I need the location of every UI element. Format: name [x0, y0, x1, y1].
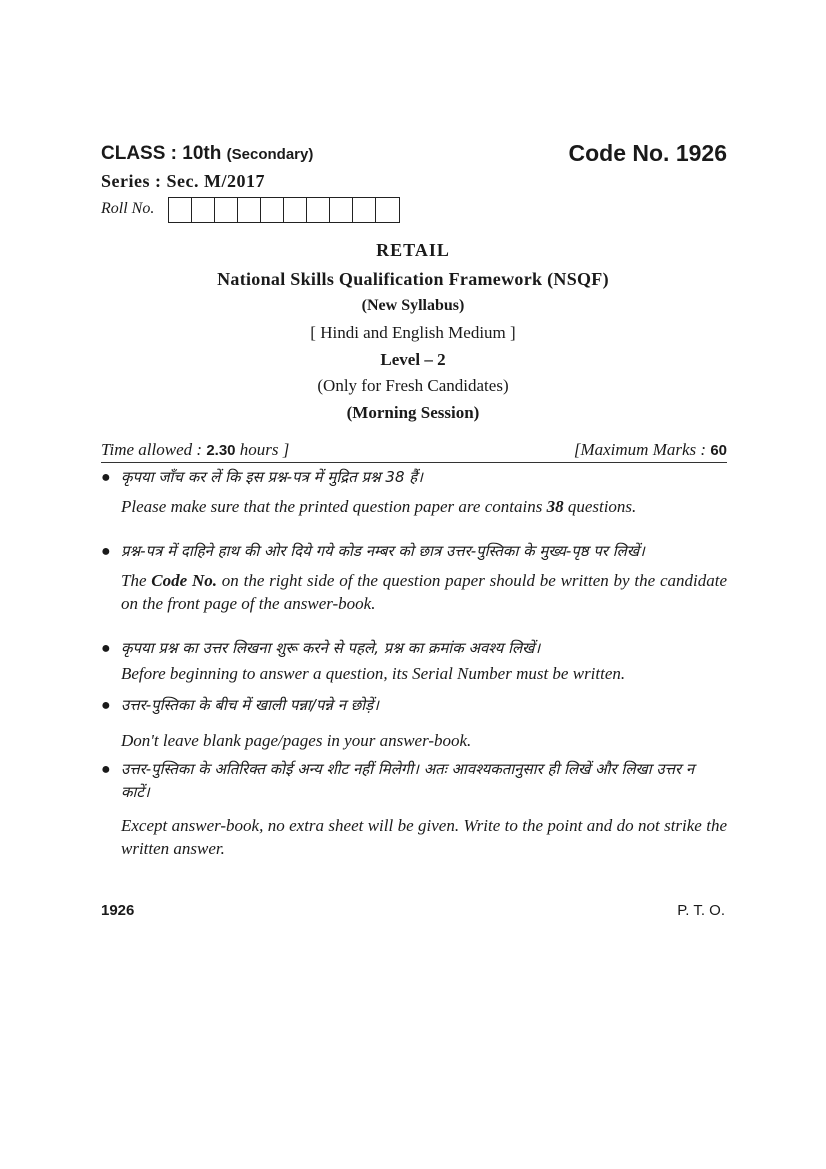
roll-box[interactable]: [330, 198, 353, 222]
instruction-item: [101, 758, 727, 860]
instruction-item: [101, 540, 727, 615]
roll-box[interactable]: [376, 198, 399, 222]
level-label: Level – 2: [380, 350, 446, 369]
roll-box[interactable]: [261, 198, 284, 222]
instruction-hindi: उत्तर-पुस्तिका के बीच में खाली पन्ना/पन्ने न छोड़ें।: [121, 696, 379, 714]
instruction-english: Except answer-book, no extra sheet will be given. Write to the point and do not strike the written answer.: [121, 816, 727, 858]
subject-title: RETAIL: [376, 240, 450, 260]
instruction-hindi: उत्तर-पुस्तिका के अतिरिक्त कोई अन्य शीट नहीं मिलेगी। अतः आवश्यकतानुसार ही लिखें और लिखा उत्तर न काटें।: [121, 760, 695, 801]
roll-number-boxes[interactable]: [168, 197, 400, 223]
instruction-english: Don't leave blank page/pages in your answer-book.: [121, 731, 472, 750]
footer-code: 1926: [101, 902, 135, 919]
instruction-english: The Code No. on the right side of the question paper should be written by the candidate on the front page of the answer-book.: [121, 571, 727, 613]
instruction-english: Please make sure that the printed question paper are contains 38 questions.: [121, 497, 637, 516]
bullet-icon: ●: [101, 469, 111, 486]
time-allowed: Time allowed : 2.30 hours ]: [101, 440, 290, 459]
instruction-hindi: प्रश्न-पत्र में दाहिने हाथ की ओर दिये गये कोड नम्बर को छात्र उत्तर-पुस्तिका के मुख्य-पृष्ठ पर लिखें।: [121, 542, 645, 560]
roll-number-label: Roll No.: [101, 200, 155, 217]
instruction-item: [101, 466, 727, 518]
medium-label: [ Hindi and English Medium ]: [310, 323, 516, 342]
time-value: 2.30: [206, 442, 236, 459]
class-sub: (Secondary): [226, 146, 314, 163]
syllabus-label: (New Syllabus): [361, 297, 465, 314]
instruction-hindi: कृपया जाँच कर लें कि इस प्रश्न-पत्र में मुद्रित प्रश्न 38 हैं।: [121, 468, 423, 486]
candidates-label: (Only for Fresh Candidates): [317, 376, 509, 395]
session-label: (Morning Session): [346, 403, 480, 422]
bullet-icon: ●: [101, 697, 111, 714]
roll-box[interactable]: [238, 198, 261, 222]
instruction-english: Before beginning to answer a question, its Serial Number must be written.: [121, 664, 626, 683]
roll-box[interactable]: [307, 198, 330, 222]
roll-box[interactable]: [353, 198, 376, 222]
series-label: Series : Sec. M/2017: [101, 171, 265, 191]
roll-box[interactable]: [215, 198, 238, 222]
max-marks-value: 60: [710, 442, 727, 459]
roll-box[interactable]: [169, 198, 192, 222]
instruction-item: [101, 637, 727, 685]
code-number: Code No. 1926: [568, 140, 727, 166]
class-label: CLASS : 10th (Secondary): [101, 143, 314, 164]
divider: [101, 462, 727, 463]
footer-pto: P. T. O.: [677, 902, 725, 919]
roll-box[interactable]: [284, 198, 307, 222]
bullet-icon: ●: [101, 543, 111, 560]
bullet-icon: ●: [101, 640, 111, 657]
bullet-icon: ●: [101, 761, 111, 778]
framework-title: National Skills Qualification Framework (NSQF): [217, 269, 609, 289]
instruction-hindi: कृपया प्रश्न का उत्तर लिखना शुरू करने से पहले, प्रश्न का क्रमांक अवश्य लिखें।: [121, 639, 541, 657]
roll-box[interactable]: [192, 198, 215, 222]
maximum-marks: [Maximum Marks : 60: [573, 440, 727, 459]
instruction-item: [101, 694, 727, 752]
